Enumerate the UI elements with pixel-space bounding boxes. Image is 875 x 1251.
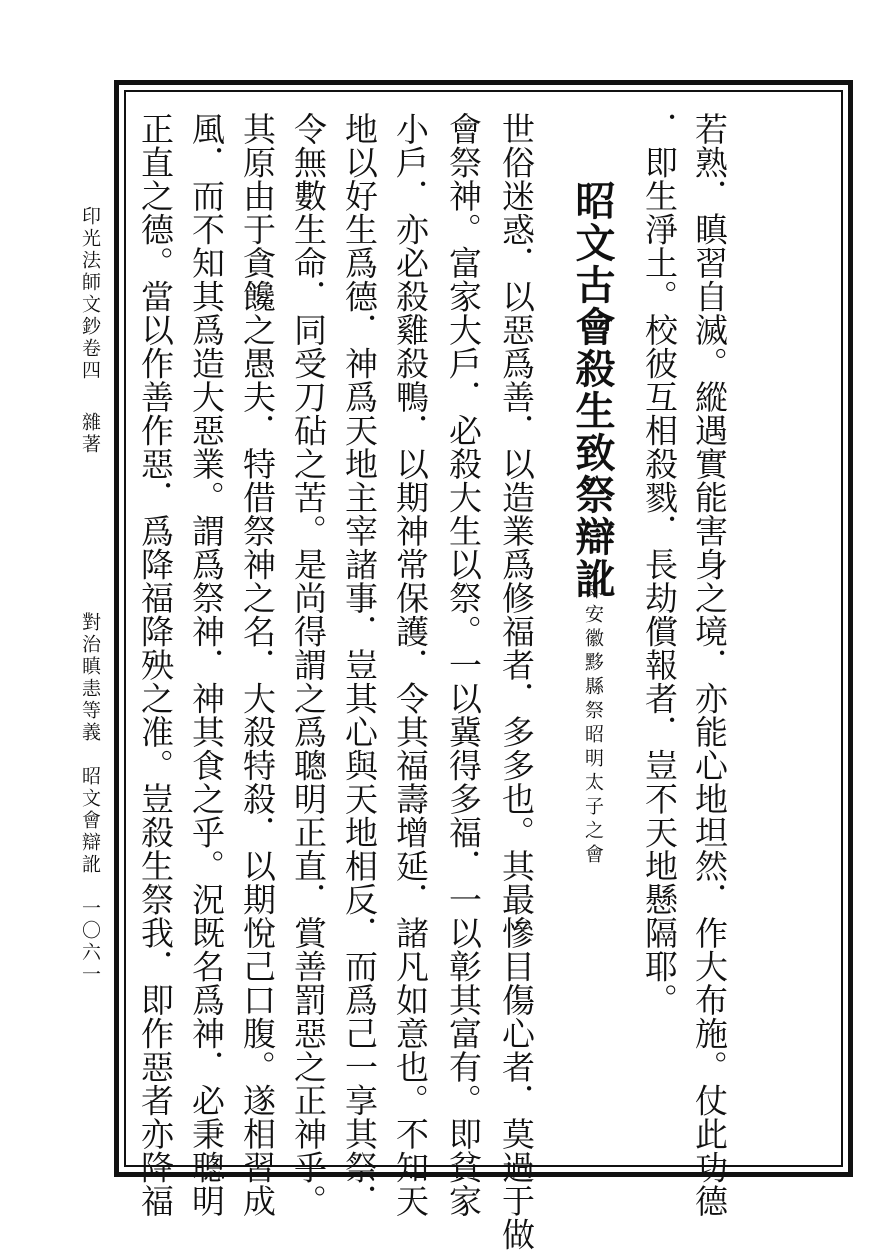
running-head-book-title: 印光法師文鈔卷四 bbox=[79, 206, 101, 382]
text-column-2: ．即生淨土。校彼互相殺戮．長劫償報者．豈不天地懸隔耶。 bbox=[640, 112, 679, 1017]
article-title: 昭文古會殺生致祭辯訛 bbox=[569, 180, 616, 600]
text-column-4: 會祭神。富家大戶．必殺大生以祭。一以冀得多福．一以彰其富有。即貧家 bbox=[444, 112, 483, 1218]
article-subtitle: 即安徽黟縣祭昭明太子之會 bbox=[582, 580, 604, 868]
page-number: 一〇六一 bbox=[79, 898, 101, 986]
text-column-3: 世俗迷惑．以惡爲善．以造業爲修福者．多多也。其最慘目傷心者．莫過于做 bbox=[497, 112, 536, 1251]
text-column-9: 風．而不知其爲造大惡業。謂爲祭神．神其食之乎。況既名爲神．必秉聰明 bbox=[187, 112, 226, 1218]
text-column-1: 若熟．瞋習自滅。縱遇實能害身之境．亦能心地坦然．作大布施。仗此功德 bbox=[690, 112, 729, 1218]
text-column-7: 令無數生命．同受刀砧之苦。是尚得謂之爲聰明正直．賞善罰惡之正神乎。 bbox=[289, 112, 328, 1218]
running-head-section: 雜著 bbox=[79, 412, 101, 456]
page-border-inner bbox=[124, 90, 843, 1167]
text-column-8: 其原由于貪饞之愚夫．特借祭神之名．大殺特殺．以期悅己口腹。遂相習成 bbox=[238, 112, 277, 1218]
running-head-chapter: 對治瞋恚等義 昭文會辯訛 bbox=[79, 612, 101, 876]
text-column-6: 地以好生爲德．神爲天地主宰諸事．豈其心與天地相反．而爲己一享其祭． bbox=[340, 112, 379, 1218]
text-column-10: 正直之德。當以作善作惡．爲降福降殃之准。豈殺生祭我．即作惡者亦降福 bbox=[136, 112, 175, 1218]
text-column-5: 小戶．亦必殺雞殺鴨．以期神常保護．令其福壽增延．諸凡如意也。不知天 bbox=[391, 112, 430, 1218]
